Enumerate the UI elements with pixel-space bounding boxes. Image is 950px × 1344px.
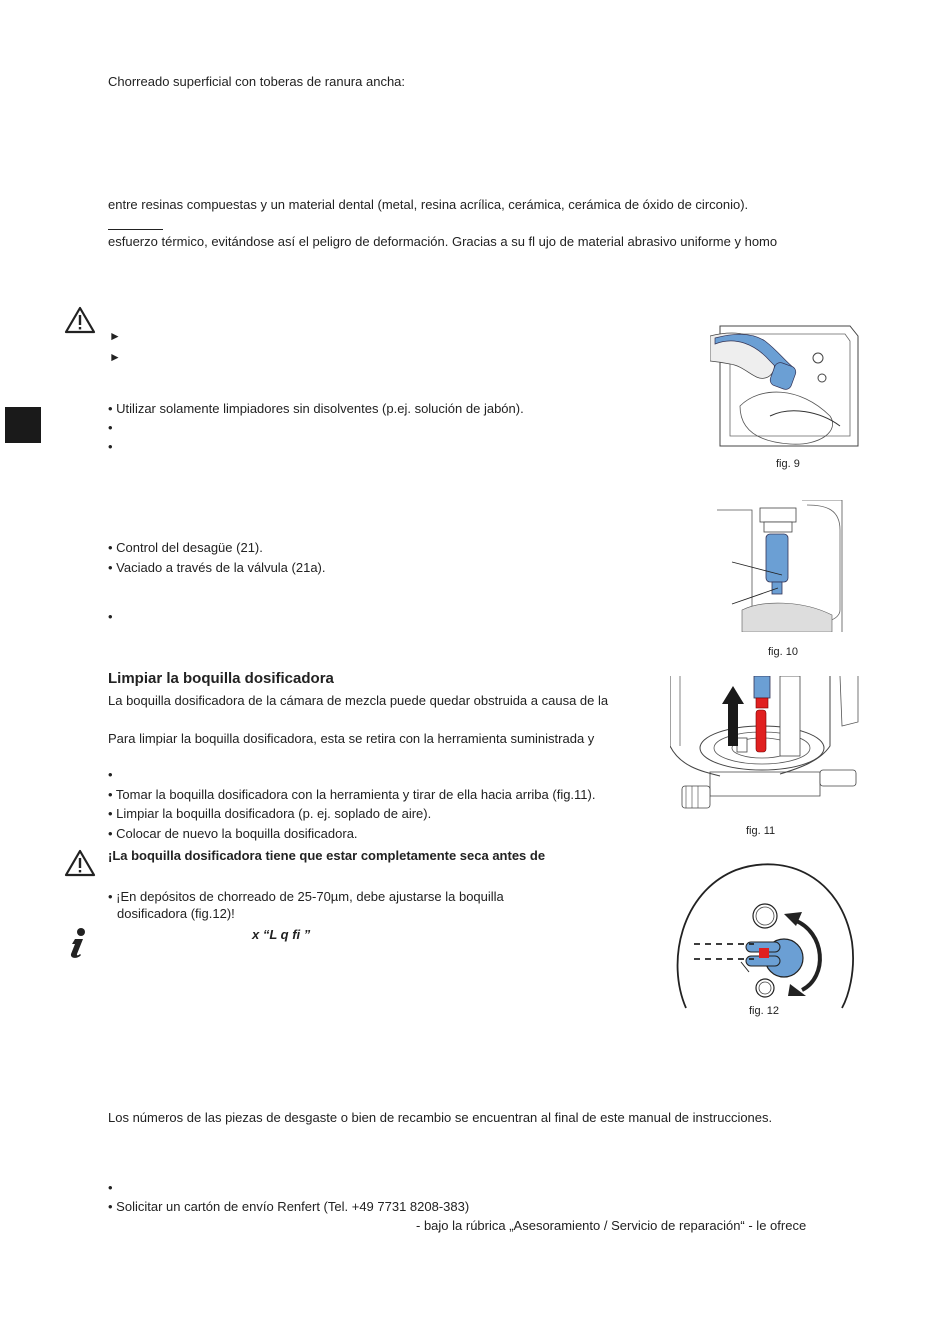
text-chorreado: Chorreado superficial con toberas de ranura ancha: [108, 74, 406, 89]
warning-triangle-icon [64, 306, 96, 334]
text-depositos-2: dosificadora (fig.12)! [117, 906, 235, 921]
fig-10-caption: fig. 10 [768, 646, 798, 658]
fig-9-illustration [710, 306, 860, 454]
text-solicitar-carton: • Solicitar un cartón de envío Renfert (Tel. +49 7731 8208-383) [108, 1199, 470, 1214]
section-tab-marker [5, 407, 41, 443]
fig-12-illustration [676, 862, 854, 1010]
text-control: • Control del desagüe (21). [108, 540, 263, 555]
bullet-empty: • [108, 1180, 113, 1195]
text-rubrica: - bajo la rúbrica „Asesoramiento / Servicio de reparación“ - le ofrece [416, 1218, 807, 1233]
text-la-boquilla: La boquilla dosificadora de la cámara de mezcla puede quedar obstruida a causa de la [108, 693, 609, 708]
fig-9-caption: fig. 9 [776, 458, 800, 470]
warning-text-boquilla-seca: ¡La boquilla dosificadora tiene que estar completamente seca antes de [108, 848, 546, 863]
text-vaciado: • Vaciado a través de la válvula (21a). [108, 560, 326, 575]
bullet-empty: • [108, 609, 113, 624]
text-limpiar: • Limpiar la boquilla dosificadora (p. ej. soplado de aire). [108, 806, 432, 821]
arrow-marker-2: ► [109, 350, 121, 364]
fig-11-illustration [670, 676, 860, 820]
info-italic-text: x “L q fi ” [252, 927, 311, 942]
fig-10-illustration [712, 500, 847, 632]
text-utilizar: • Utilizar solamente limpiadores sin disolventes (p.ej. solución de jabón). [108, 401, 524, 416]
warning-triangle-icon [64, 849, 96, 877]
text-tomar: • Tomar la boquilla dosificadora con la herramienta y tirar de ella hacia arriba (fig.11). [108, 787, 596, 802]
info-i-icon [66, 927, 90, 959]
text-resinas: entre resinas compuestas y un material dental (metal, resina acrílica, cerámica, cerámica de óxido de circonio). [108, 197, 749, 212]
arrow-marker-1: ► [109, 329, 121, 343]
text-numeros-piezas: Los números de las piezas de desgaste o bien de recambio se encuentran al final de este manual de instrucciones. [108, 1110, 773, 1125]
bullet-empty: • [108, 420, 113, 435]
text-colocar: • Colocar de nuevo la boquilla dosificadora. [108, 826, 358, 841]
bullet-empty: • [108, 439, 113, 454]
text-para-limpiar: Para limpiar la boquilla dosificadora, esta se retira con la herramienta suministrada y [108, 731, 595, 746]
fig-12-caption: fig. 12 [749, 1005, 779, 1017]
text-depositos-1: • ¡En depósitos de chorreado de 25-70µm, debe ajustarse la boquilla [108, 889, 504, 904]
divider-rule [108, 229, 163, 230]
text-esfuerzo: esfuerzo térmico, evitándose así el peligro de deformación. Gracias a su fl ujo de material abrasivo uniforme y homo [108, 234, 778, 249]
heading-limpiar-boquilla: Limpiar la boquilla dosificadora [108, 670, 334, 687]
bullet-empty: • [108, 767, 113, 782]
fig-11-caption: fig. 11 [746, 825, 776, 837]
